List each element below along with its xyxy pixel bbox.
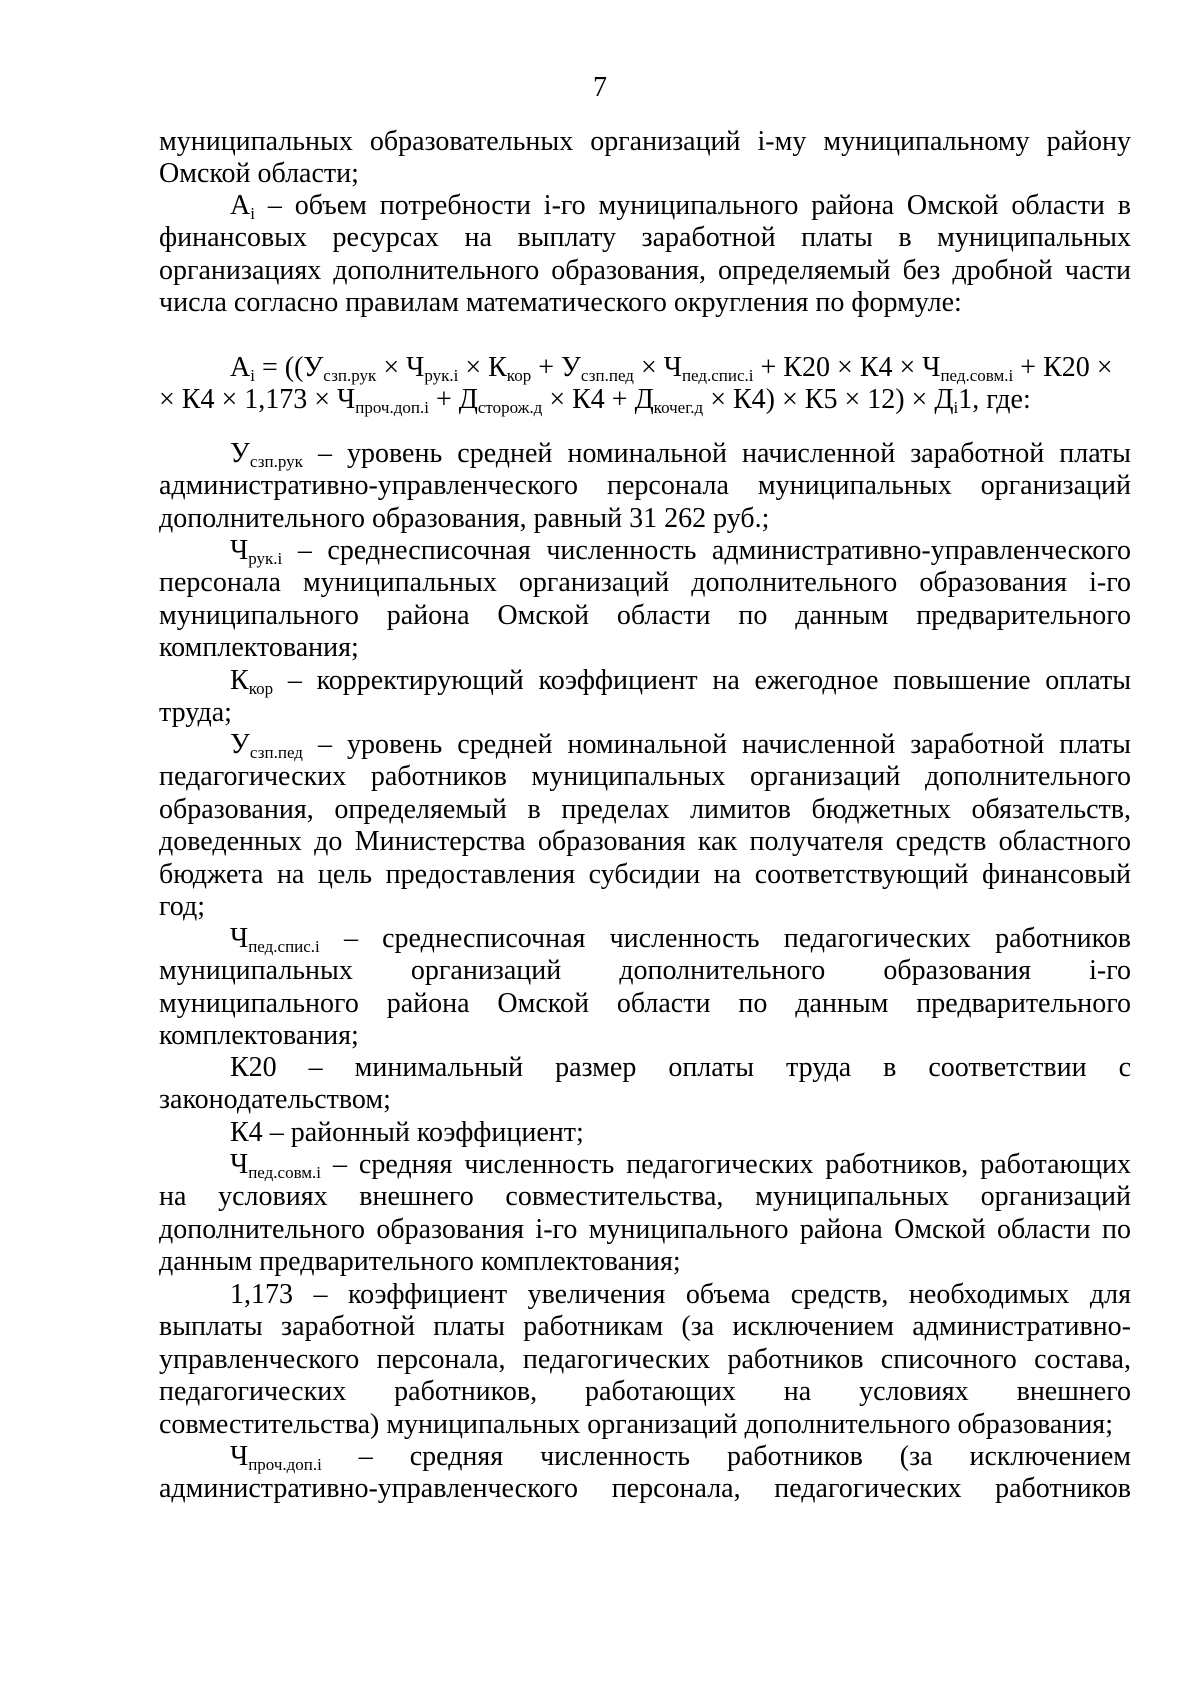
definition-k4 [159, 1117, 1131, 1149]
formula-subscript: i [953, 398, 959, 418]
formula-subscript: сзп.рук [323, 366, 377, 385]
formula-subscript: i [250, 366, 255, 385]
formula-term: + У [531, 352, 581, 383]
definition-ch-proch-dop [159, 1441, 1131, 1506]
formula-subscript: кочег.д [653, 398, 704, 418]
formula-subscript: рук.i [424, 366, 459, 385]
definition-text: – среднесписочная численность административно-управленческого персонала муниципальных организаций дополнительного образования i-го муниципального района Омской области по данным предварительного комплектования; [159, 535, 1131, 664]
formula-subscript: сзп.пед [580, 366, 634, 385]
symbol-subscript: пед.совм.i [248, 1163, 322, 1182]
symbol-subscript: кор [248, 679, 274, 698]
formula-term: 1, где: [958, 384, 1031, 416]
symbol: К4 [230, 1117, 263, 1148]
symbol: К [230, 665, 249, 696]
formula-subscript: пед.спис.i [681, 366, 754, 385]
formula-subscript: сторож.д [477, 398, 543, 418]
definition-ch-ped-sovm [159, 1149, 1131, 1279]
symbol-subscript: сзп.пед [249, 743, 303, 762]
symbol-subscript: i [250, 204, 255, 223]
symbol: Ч [230, 1149, 249, 1180]
symbol-subscript: сзп.рук [249, 452, 303, 471]
symbol: У [230, 729, 250, 760]
definition-text: – уровень средней номинальной начисленной заработной платы административно-управленческого персонала муниципальных организаций дополнительного образования, равный 31 262 руб.; [159, 438, 1131, 534]
symbol-subscript: рук.i [248, 549, 283, 568]
definition-text: – средняя численность работников (за исключением административно-управленческого персонала, педагогических работников [159, 1441, 1131, 1505]
symbol: Ч [230, 1441, 249, 1472]
formula-term: × К4 × 1,173 × Ч [159, 384, 356, 416]
definition-uszp-ped [159, 729, 1131, 923]
definition-ch-ped-spis [159, 923, 1131, 1053]
symbol: Ч [230, 535, 249, 566]
formula-term: + К20 × К4 × Ч [753, 352, 941, 383]
formula-term: А [230, 352, 251, 383]
formula [159, 352, 1131, 417]
paragraph-text: муниципальных образовательных организаций i-му муниципальному району Омской области; [159, 126, 1131, 190]
definition-uszp-ruk [159, 438, 1131, 535]
formula-term: + Д [428, 384, 478, 416]
symbol: Ч [230, 923, 249, 954]
formula-term: + К20 × [1013, 352, 1113, 383]
definition-text: – среднесписочная численность педагогических работников муниципальных организаций дополнительного образования i-го муниципального района Омской области по данным предварительного комплектования; [159, 923, 1131, 1052]
page-number: 7 [593, 72, 607, 103]
symbol: У [230, 438, 250, 469]
formula-term: × К4 + Д [542, 384, 654, 416]
definition-text: – корректирующий коэффициент на ежегодное повышение оплаты труда; [159, 665, 1131, 729]
definition-text: – уровень средней номинальной начисленной заработной платы педагогических работников муниципальных организаций дополнительного образования, определяемый в пределах лимитов бюджетных обязательств, доведенных до Министерства образования как получателя средств областного бюджета на цель предоставления субсидии на соответствующий финансовый год; [159, 729, 1131, 923]
formula-term: × Ч [633, 352, 682, 383]
definition-1-173 [159, 1279, 1131, 1441]
symbol-subscript: проч.доп.i [248, 1455, 322, 1474]
symbol: 1,173 [230, 1279, 293, 1310]
symbol: К20 [230, 1052, 277, 1083]
formula-subscript: пед.совм.i [940, 366, 1014, 385]
definition-ch-ruk [159, 535, 1131, 665]
definition-text: – средняя численность педагогических работников, работающих на условиях внешнего совместительства, муниципальных организаций дополнительного образования i-го муниципального района Омской области по данным предварительного комплектования; [159, 1149, 1131, 1278]
definition-k20 [159, 1052, 1131, 1117]
paragraph-text: – объем потребности i-го муниципального района Омской области в финансовых ресурсах на выплату заработной платы в муниципальных организациях дополнительного образования, определяемый без дробной части числа согласно правилам математического округления по формуле: [159, 190, 1131, 319]
paragraph-continuation [159, 126, 1131, 191]
formula-subscript: проч.доп.i [355, 398, 429, 418]
formula-term: × К [458, 352, 507, 383]
paragraph-ai-definition [159, 190, 1131, 320]
formula-term: × Ч [376, 352, 425, 383]
definition-text: – коэффициент увеличения объема средств, необходимых для выплаты заработной платы работникам (за исключением административно-управленческого персонала, педагогических работников списочного состава, педагогических работников, работающих на условиях внешнего совместительства) муниципальных организаций дополнительного образования; [159, 1279, 1131, 1440]
symbol: А [230, 190, 251, 221]
definition-text: – районный коэффициент; [262, 1117, 584, 1148]
definition-k-kor [159, 665, 1131, 730]
definition-text: – минимальный размер оплаты труда в соответствии с законодательством; [159, 1052, 1131, 1116]
symbol-subscript: пед.спис.i [248, 937, 320, 956]
formula-term: × К4) × К5 × 12) × Д [703, 384, 954, 416]
formula-subscript: кор [506, 366, 532, 385]
formula-term: = ((У [254, 352, 324, 383]
